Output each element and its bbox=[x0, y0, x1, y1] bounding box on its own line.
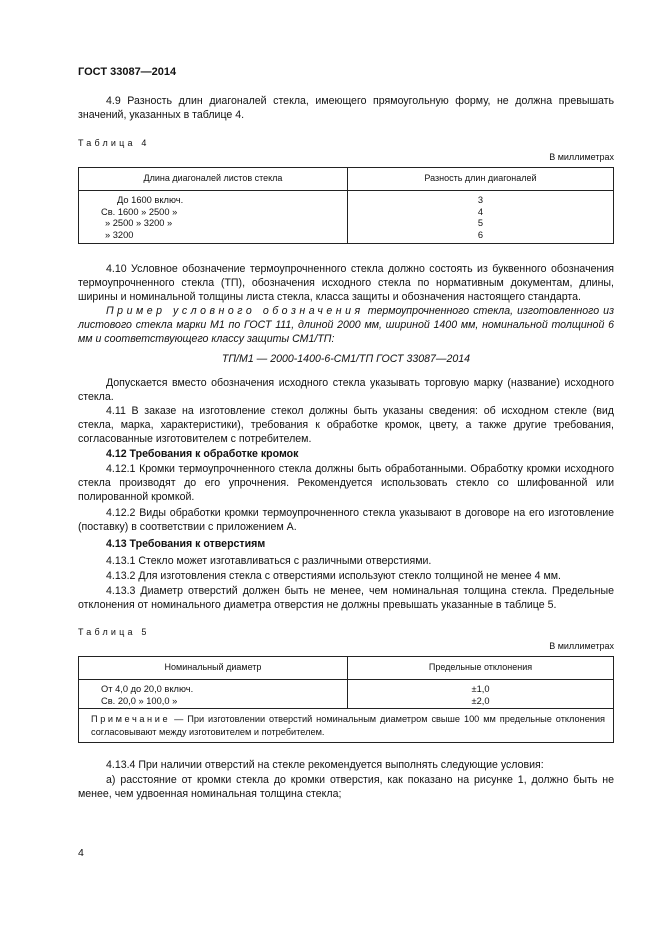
table-5-caption: Таблица 5 bbox=[78, 627, 150, 637]
paragraph-4-13-2: 4.13.2 Для изготовления стекла с отверстиями используют стекло толщиной не менее 4 мм. bbox=[106, 570, 561, 582]
table-cell: Св. 20,0 » 100,0 » bbox=[101, 695, 178, 706]
note-label: Примечание bbox=[91, 714, 171, 724]
paragraph-4-11: 4.11 В заказе на изготовление стекол должны быть указаны сведения: об исходном стекле (вид стекла, марка, характеристики), требования к обработке кромок, цвету, а также другие требования, согласованные изготовителем с потребителем. bbox=[78, 405, 614, 445]
table-cell: От 4,0 до 20,0 включ. bbox=[101, 684, 194, 694]
paragraph-4-10: 4.10 Условное обозначение термоупрочненного стекла должно состоять из буквенного обозначения термоупрочненного стекла (ТП), обозначения исходного стекла по нормативным документам, длины, ширины и номинальной толщины листа стекла, класса защиты и обозначения настоящего стандарта. bbox=[78, 263, 614, 303]
table-5-col-deviation bbox=[348, 680, 614, 709]
table-4-col-length bbox=[79, 191, 348, 244]
table-5-note bbox=[79, 709, 614, 743]
note-text: — При изготовлении отверстий номинальным диаметром свыше 100 мм предельные отклонения согласовывают между изготовителем и потребителем. bbox=[91, 714, 605, 737]
table-cell: ±2,0 bbox=[471, 695, 490, 706]
table-4-caption: Таблица 4 bbox=[78, 138, 150, 148]
table-4 bbox=[78, 167, 614, 244]
paragraph-item-a: а) расстояние от кромки стекла до кромки отверстия, как показано на рисунке 1, должно быть не менее, чем удвоенная номинальная толщина стекла; bbox=[78, 774, 614, 800]
designation-example bbox=[78, 304, 614, 346]
table-cell: 4 bbox=[477, 206, 484, 217]
designation-code: ТП/М1 — 2000-1400-6-СМ1/ТП ГОСТ 33087—2014 bbox=[221, 353, 471, 365]
table-cell: » 2500 » 3200 » bbox=[105, 218, 173, 228]
table-4-header-length: Длина диагоналей листов стекла bbox=[79, 168, 348, 191]
paragraph-allow: Допускается вместо обозначения исходного стекла указывать торговую марку (название) исходного стекла. bbox=[78, 377, 614, 403]
table-5-header-diameter: Номинальный диаметр bbox=[79, 657, 348, 680]
table-cell: ±1,0 bbox=[471, 684, 490, 694]
table-5-units: В миллиметрах bbox=[549, 641, 614, 651]
paragraph-4-9: 4.9 Разность длин диагоналей стекла, имеющего прямоугольную форму, не должна превышать значений, указанных в таблице 4. bbox=[78, 95, 614, 121]
paragraph-4-13-4: 4.13.4 При наличии отверстий на стекле рекомендуется выполнять следующие условия: bbox=[106, 759, 544, 771]
example-text: термоупрочненного стекла, изготовленного из листового стекла марки М1 по ГОСТ 111, длиной 2000 мм, шириной 1400 мм, номинальной толщиной 6 мм и соответствующего классу защиты СМ1/ТП: bbox=[78, 305, 614, 345]
table-5-header-deviation: Предельные отклонения bbox=[348, 657, 614, 680]
heading-4-13: 4.13 Требования к отверстиям bbox=[106, 538, 266, 550]
document-header: ГОСТ 33087—2014 bbox=[78, 66, 177, 78]
table-4-units: В миллиметрах bbox=[549, 152, 614, 162]
table-cell: 6 bbox=[477, 229, 484, 240]
paragraph-4-13-1: 4.13.1 Стекло может изготавливаться с различными отверстиями. bbox=[106, 555, 432, 567]
table-cell: До 1600 включ. bbox=[117, 195, 184, 205]
example-label: Пример условного обозначения bbox=[106, 305, 364, 317]
paragraph-4-12-2: 4.12.2 Виды обработки кромки термоупрочненного стекла указывают в договоре на его изготовление (поставку) в соответствии с приложением А. bbox=[78, 507, 614, 533]
table-cell: 5 bbox=[477, 218, 484, 228]
table-5 bbox=[78, 656, 614, 743]
table-4-col-difference bbox=[348, 191, 614, 244]
table-5-col-diameter bbox=[79, 680, 348, 709]
table-cell: Св. 1600 » 2500 » bbox=[101, 206, 178, 217]
paragraph-4-12-1: 4.12.1 Кромки термоупрочненного стекла должны быть обработанными. Обработку кромки исходного стекла производят до его упрочнения. Рекомендуется использовать стекло со шлифованной или полированной кромкой. bbox=[78, 463, 614, 503]
table-cell: 3 bbox=[477, 195, 484, 205]
page-number: 4 bbox=[78, 847, 84, 859]
paragraph-4-13-3: 4.13.3 Диаметр отверстий должен быть не менее, чем номинальная толщина стекла. Предельные отклонения от номинального диаметра отверстия не должны превышать указанные в таблице 5. bbox=[78, 585, 614, 611]
table-4-header-difference: Разность длин диагоналей bbox=[348, 168, 614, 191]
heading-4-12: 4.12 Требования к обработке кромок bbox=[106, 448, 299, 460]
table-cell: » 3200 bbox=[105, 229, 134, 240]
